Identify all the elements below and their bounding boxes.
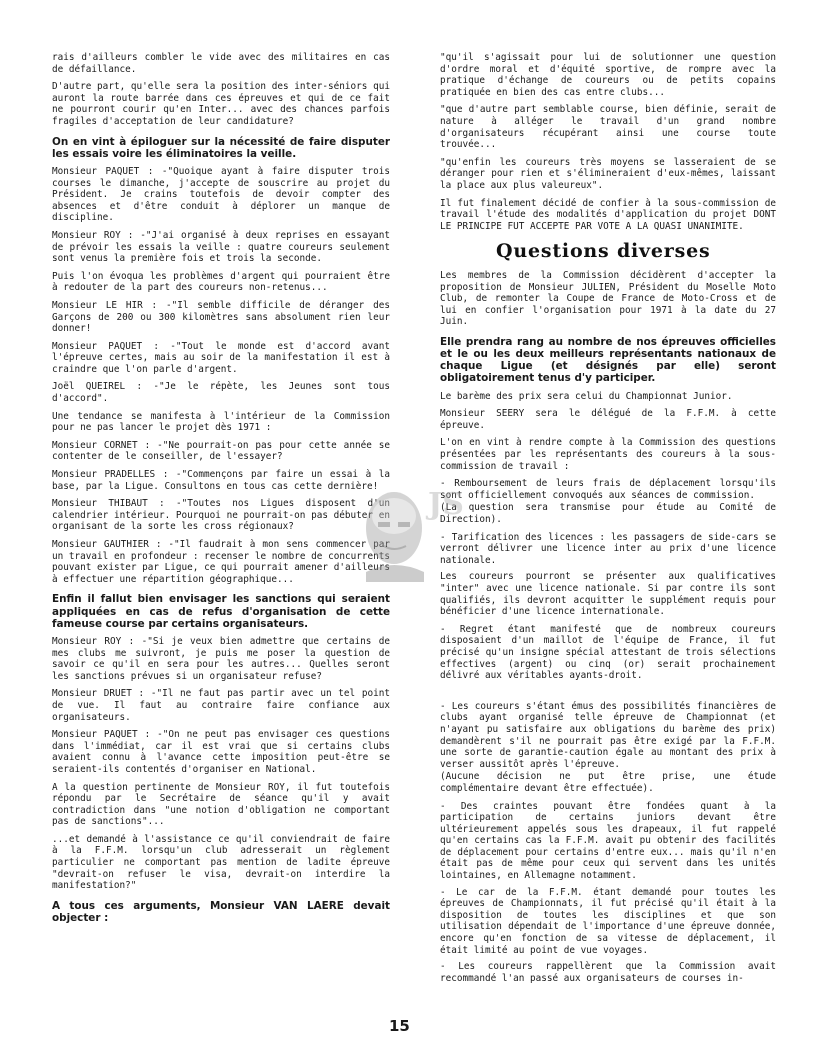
paragraph: Monsieur PAQUET : -"Quoique ayant à faire disputer trois courses le dimanche, j'accepte de souscrire au projet du Président. Je crains toutefois de devoir compter des absences et d'être conduit à déplorer un manque de discipline.: [52, 165, 390, 224]
paragraph: Monsieur PAQUET : -"Tout le monde est d'accord avant l'épreuve certes, mais au soir de la manifestation il est à craindre que l'on parle d'argent.: [52, 340, 390, 375]
paragraph: A la question pertinente de Monsieur ROY, il fut toutefois répondu par le Secrétaire de séance qu'il y avait contradiction dans "une notion d'obligation ne comportant pas de sanctions"...: [52, 781, 390, 828]
emphasis-paragraph: On en vint à épiloguer sur la nécessité de faire disputer les essais voire les éliminatoires la veille.: [52, 135, 390, 160]
paragraph: Monsieur CORNET : -"Ne pourrait-on pas pour cette année se contenter de le conseiller, de l'essayer?: [52, 439, 390, 463]
paragraph: - Le car de la F.F.M. étant demandé pour toutes les épreuves de Championnats, il fut précisé qu'il était à la disposition de toutes les disciplines et que son utilisation dépendait de l'importance d'une épreuve donnée, encore qu'en fonction de sa vitesse de déplacement, il était limité au point de vue voyages.: [440, 886, 776, 956]
paragraph: ...et demandé à l'assistance ce qu'il conviendrait de faire à la F.F.M. lorsqu'un club adresserait un règlement particulier ne comportant pas mention de ladite épreuve "devrait-on refuser le visa, devrait-on interdire la manifestation?": [52, 833, 390, 892]
portrait-watermark-image: [350, 470, 470, 582]
paragraph: Monsieur PAQUET : -"On ne peut pas envisager ces questions dans l'immédiat, car il est vrai que si certains clubs avaient connu à l'avance cette imposition peut-être se seraient-ils contentés d'organiser en National.: [52, 729, 390, 775]
emphasis-paragraph: A tous ces arguments, Monsieur VAN LAERE devait objecter :: [52, 899, 390, 925]
paragraph: Joël QUEIREL : -"Je le répète, les Jeunes sont tous d'accord".: [52, 381, 390, 405]
watermark-logo-text: JS: [428, 487, 464, 522]
paragraph: Les coureurs pourront se présenter aux qualificatives "inter" avec une licence nationale. Si par contre ils sont qualifiés, ils devront acquitter le supplément requis pour bénéficier d'une licence internationale.: [440, 571, 776, 618]
paragraph: Monsieur THIBAUT : -"Toutes nos Ligues disposent d'un calendrier intérieur. Pourquoi ne pourrait-on pas débuter en organisant de la sorte les cross régionaux?: [52, 498, 390, 533]
paragraph: Monsieur GAUTHIER : -"Il faudrait à mon sens commencer par un travail en profondeur : recenser le nombre de concurrents pouvant exister par Ligue, ce qui pourrait amener d'ailleurs à effectuer une répartition géographique...: [52, 539, 390, 585]
paragraph: Puis l'on évoqua les problèmes d'argent qui pourraient être à redouter de la part des coureurs non-retenus...: [52, 270, 390, 294]
paragraph: Une tendance se manifesta à l'intérieur de la Commission pour ne pas lancer le projet dès 1971 :: [52, 410, 390, 434]
paragraph: - Des craintes pouvant être fondées quant à la participation de certains juniors devant être ultérieurement appelés sous les drapeaux, il fut rappelé qu'en certains cas la F.F.M. avait pu obtenir des facilités de déplacement pour certains d'entre eux... mais qu'il n'en était pas de même pour ceux qui servent dans les unités lointaines, en Allemagne notamment.: [440, 800, 776, 882]
right-column-bottom: [440, 270, 776, 985]
paragraph: Le barème des prix sera celui du Championnat Junior.: [440, 390, 733, 402]
paragraph: Monsieur PRADELLES : -"Commençons par faire un essai à la base, par la Ligue. Consultons en tous cas cette dernière!: [52, 469, 390, 492]
paragraph: - Remboursement de leurs frais de déplacement lorsqu'ils sont officiellement convoqués aux séances de commission.: [440, 478, 776, 501]
paragraph: - Regret étant manifesté que de nombreux coureurs disposaient d'un maillot de l'équipe de France, il fut précisé qu'un insigne spécial attestant de trois sélections effectives (argent) ou cinq (or) serait prochainement délivré aux véritables ayants-droit.: [440, 623, 776, 682]
paragraph: "que d'autre part semblable course, bien définie, serait de nature à alléger le travail d'un grand nombre d'organisateurs récupérant ainsi une course toute trouvée...: [440, 104, 776, 151]
paragraph: Monsieur DRUET : -"Il ne faut pas partir avec un tel point de vue. Il faut au contraire faire confiance aux organisateurs.: [52, 688, 390, 723]
left-column: [52, 52, 390, 930]
right-column: [440, 52, 776, 989]
right-column-top: [440, 52, 776, 232]
paragraph: - Les coureurs s'étant émus des possibilités financières de clubs ayant organisé telle épreuve de Championnat (et n'ayant pu satisfaire aux obligations du barème des prix) demandèrent s'il ne pourrait pas être exigé par la F.F.M. une sorte de garantie-caution égale au montant des prix à verser aussitôt après l'épreuve.: [440, 700, 776, 770]
paragraph: (Aucune décision ne put être prise, une étude complémentaire devant être effectuée).: [440, 771, 776, 794]
paragraph: - Tarification des licences : les passagers de side-cars se verront délivrer une licence inter au prix d'une licence nationale.: [440, 531, 776, 566]
paragraph: - Les coureurs rappellèrent que la Commission avait recommandé l'an passé aux organisateurs de courses in-: [440, 961, 776, 984]
emphasis-paragraph: Enfin il fallut bien envisager les sanctions qui seraient appliquées en cas de refus d'organisation de cette fameuse course par certains organisateurs.: [52, 593, 390, 630]
paragraph: L'on en vint à rendre compte à la Commission des questions présentées par les représentants des coureurs à la sous-commission de travail :: [440, 437, 776, 472]
emphasis-paragraph: Elle prendra rang au nombre de nos épreuves officielles et le ou les deux meilleurs représentants nationaux de chaque Ligue (et désignés par elle) seront obligatoirement tenus d'y participer.: [440, 335, 776, 385]
paragraph: Monsieur SEERY sera le délégué de la F.F.M. à cette épreuve.: [440, 408, 776, 431]
paragraph: Il fut finalement décidé de confier à la sous-commission de travail l'étude des modalités d'application du projet DONT LE PRINCIPE FUT ACCEPTE PAR VOTE A LA QUASI UNANIMITE.: [440, 197, 776, 232]
paragraph: (La question sera transmise pour étude au Comité de Direction).: [440, 502, 776, 526]
paragraph: "qu'il s'agissait pour lui de solutionner une question d'ordre moral et d'équité sportive, de rompre avec la pratique d'échange de coureurs ou de petits copains pratiquée en bien des cas entre clubs...: [440, 52, 776, 98]
paragraph: Les membres de la Commission décidèrent d'accepter la proposition de Monsieur JULIEN, Président du Moselle Moto Club, de remonter la Coupe de France de Moto-Cross et de lui en confier l'organisation pour 1971 à la date du 27 Juin.: [440, 269, 776, 328]
spacer: [440, 687, 776, 701]
paragraph: rais d'ailleurs combler le vide avec des militaires en cas de défaillance.: [52, 52, 390, 75]
paragraph: Monsieur LE HIR : -"Il semble difficile de déranger des Garçons de 200 ou 300 kilomètres sans absolument rien leur donner!: [52, 299, 390, 335]
paragraph: Monsieur ROY : -"J'ai organisé à deux reprises en essayant de prévoir les essais la veille : quatre coureurs seulement sont venus la première fois et trois la seconde.: [52, 229, 390, 265]
paragraph: D'autre part, qu'elle sera la position des inter-séniors qui auront la route barrée dans ces épreuves et qui de ce fait ne pourront courir qu'en Inter... avec des chances parfois fragiles d'acceptation de leur candidature?: [52, 81, 390, 127]
section-heading: Questions diverses: [496, 240, 711, 263]
paragraph: Monsieur ROY : -"Si je veux bien admettre que certains de mes clubs me suivront, je puis me poser la question de savoir ce qu'il en sera pour les autres... Quelles seront les sanctions prévues si un organisateur refuse?: [52, 635, 390, 682]
paragraph: "qu'enfin les coureurs très moyens se lasseraient de se déranger pour rien et s'élimineraient d'eux-mêmes, laissant la place aux plus valeureux".: [440, 156, 776, 191]
page-number: 15: [389, 1017, 410, 1035]
